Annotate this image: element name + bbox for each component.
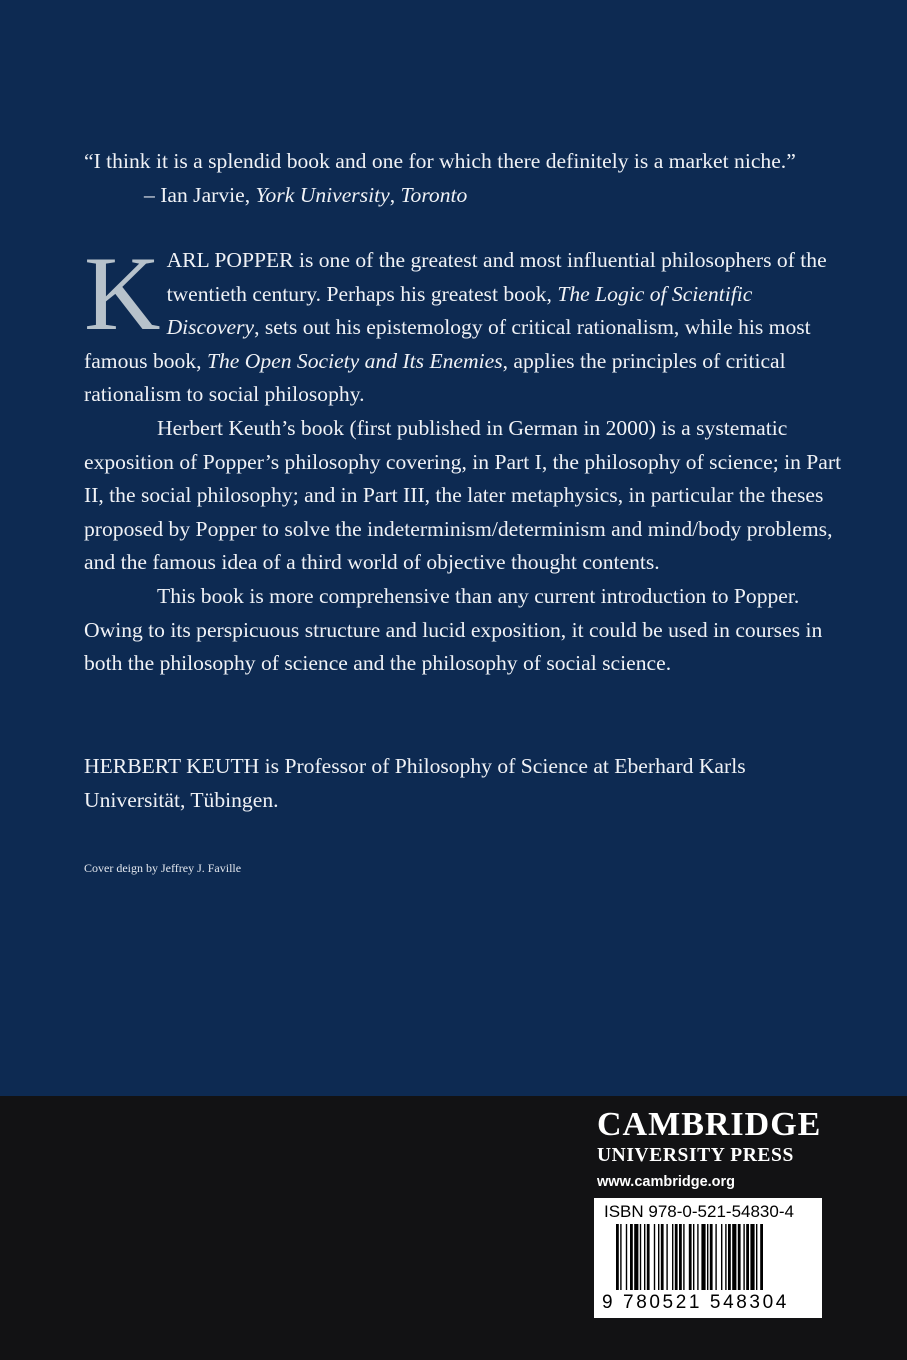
barcode-bar	[658, 1224, 659, 1290]
barcode-bar	[728, 1224, 731, 1290]
barcode-bar	[710, 1224, 713, 1290]
blurb-text: , applies the principles of critical rationalism to social philosophy.	[84, 348, 786, 407]
barcode-bar	[620, 1224, 621, 1290]
barcode-bar	[756, 1224, 757, 1290]
book-title: The Open Society and Its Enemies	[206, 348, 503, 373]
publisher-name: CAMBRIDGE	[597, 1106, 822, 1143]
barcode-bar	[750, 1224, 754, 1290]
quote-attribution: – Ian Jarvie, York University, Toronto	[144, 182, 468, 207]
barcode-bar	[683, 1224, 684, 1290]
publisher-url: www.cambridge.org	[597, 1174, 736, 1190]
barcode-bar	[634, 1224, 638, 1290]
barcode-bar	[679, 1224, 682, 1290]
barcode-bar	[732, 1224, 736, 1290]
barcode-bar	[701, 1224, 705, 1290]
quote-affiliation: York University	[255, 182, 390, 207]
barcode-bar	[725, 1224, 726, 1290]
drop-cap: K	[84, 235, 161, 352]
blurb-paragraph-3: This book is more comprehensive than any current introduction to Popper. Owing to its perspicuous structure and lucid exposition, it could be used in courses in both the philosophy of science and the philosophy of social science.	[84, 583, 823, 676]
quote-city: Toronto	[400, 182, 468, 207]
blurb-text: ARL POPPER is one of the greatest and most influential philosophers of the twentieth century. Perhaps his greatest book,	[166, 248, 827, 306]
blurb-paragraph-2: Herbert Keuth’s book (first published in German in 2000) is a systematic exposition of Popper’s philosophy covering, in Part I, the philosophy of science; in Part II, the social philosophy; and in Part III, the later metaphysics, in particular the theses proposed by Popper to solve the indeterminism/determinism and mind/body problems, and the famous idea of a third world of objective thought contents.	[84, 415, 842, 575]
barcode-bar	[707, 1224, 708, 1290]
barcode-bar	[675, 1224, 678, 1290]
barcode-bar	[644, 1224, 645, 1290]
barcode-bar	[693, 1224, 694, 1290]
barcode-bar	[672, 1224, 673, 1290]
barcode-bar	[666, 1224, 667, 1290]
quote-text: “I think it is a splendid book and one for which there definitely is a market niche.”	[84, 149, 796, 173]
quote-author: – Ian Jarvie,	[144, 182, 256, 207]
book-title: The Logic of Scientific Discovery	[166, 281, 753, 340]
barcode-bar	[760, 1224, 763, 1290]
blurb-paragraph-1	[84, 235, 844, 412]
barcode-bar	[661, 1224, 664, 1290]
publisher-footer	[0, 1096, 907, 1360]
endorsement-quote	[84, 145, 844, 212]
blurb-text: , sets out his epistemology of critical rationalism, while his most famous book,	[84, 315, 811, 373]
cover-design-credit: Cover deign by Jeffrey J. Faville	[84, 861, 242, 875]
barcode-bar	[746, 1224, 749, 1290]
barcode-bar	[738, 1224, 741, 1290]
barcode-bar	[697, 1224, 698, 1290]
isbn-label: ISBN 978-0-521-54830-4	[604, 1202, 794, 1221]
barcode-bar	[715, 1224, 716, 1290]
blurb	[84, 235, 844, 681]
barcode-bar	[743, 1224, 744, 1290]
barcode-bar	[689, 1224, 692, 1290]
publisher-subtitle: UNIVERSITY PRESS	[597, 1145, 794, 1166]
author-bio: HERBERT KEUTH is Professor of Philosophy of Science at Eberhard Karls Universität, Tübingen.	[84, 754, 746, 812]
barcode-bar	[647, 1224, 650, 1290]
barcode-digits: 9 780521 548304	[602, 1292, 789, 1313]
barcode-bars-icon	[616, 1224, 816, 1290]
barcode-bar	[630, 1224, 633, 1290]
isbn-barcode	[594, 1198, 822, 1318]
publisher-logo	[597, 1108, 821, 1192]
barcode-bar	[616, 1224, 619, 1290]
barcode-bar	[721, 1224, 722, 1290]
barcode-bar	[640, 1224, 641, 1290]
barcode-bar	[626, 1224, 627, 1290]
barcode-bar	[654, 1224, 655, 1290]
